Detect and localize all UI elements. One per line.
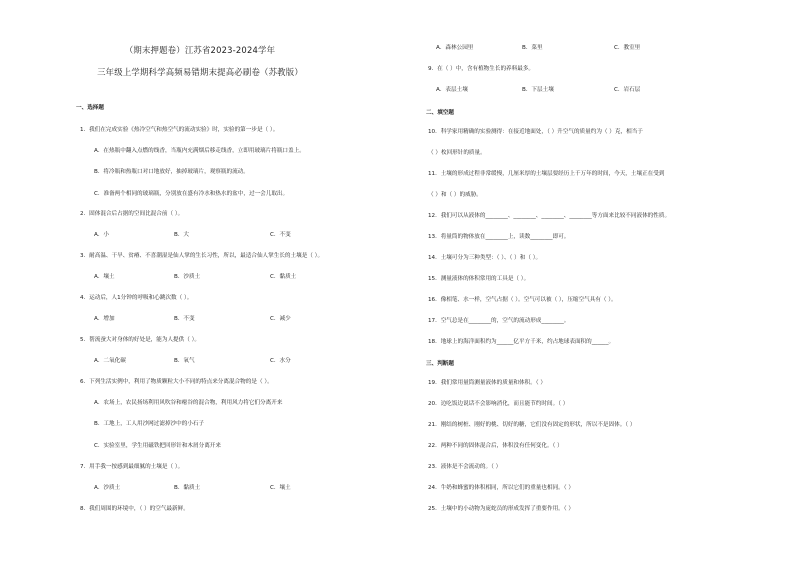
- option-c: C．黏质土: [270, 274, 297, 280]
- section-choice-heading: 一、选择题: [76, 105, 104, 111]
- question-13: 13．将量筒的物体放在________上，读数________即可。: [428, 234, 570, 240]
- question-24: 24．牛奶和蜂蜜的体积相同，所以它们的重量也相同。（ ）: [428, 485, 574, 491]
- question-12: 12．我们可以从液体的________、________、________、________等方面来比较不同液体的性质。: [428, 213, 671, 219]
- question-11: 11．土壤的形成过程非常缓慢，几厘米厚的土壤层要经历上千万年的时间，今天，土壤正在受到: [428, 171, 665, 177]
- option-c: C．减少: [270, 316, 291, 322]
- question-6-option-a: A．农场上，农民扬场利用风吹谷和瘪谷的混合物，利用风力将它们分离开来: [94, 400, 283, 406]
- option-c: C．岩石层: [614, 87, 641, 93]
- question-8: 8．我们周围的环境中，（ ）的空气最新鲜。: [80, 506, 189, 512]
- option-a: A．小: [94, 232, 110, 238]
- option-c: C．教室里: [614, 45, 641, 51]
- option-b: B．沙质土: [174, 274, 201, 280]
- option-a: A．二氧化碳: [94, 358, 126, 364]
- exam-title-line2: 三年级上学期科学高频易错期末提高必刷卷（苏教版）: [97, 67, 303, 77]
- question-6: 6．下列生活实例中，利用了物质颗粒大小不同的特点来分离混合物的是（ ）。: [80, 379, 273, 385]
- question-5: 5．帮流蚕大对身体的好处是，能为人提供（ ）。: [80, 337, 201, 343]
- option-c: C．不变: [270, 232, 291, 238]
- question-18: 18．地球上的海洋面积约为______亿平方千米，约占地球表面积的______。: [428, 339, 615, 345]
- option-b: B．菜里: [522, 45, 543, 51]
- question-1: 1．我们在完成实验《热冷空气和热空气的流动实验》时，实验的第一步是（ ）。: [80, 127, 279, 133]
- question-1-option-a: A．在热瓶中翻入点燃的线香，当瓶内充满烟后移走线香，立即用玻璃片将瓶口盖上。: [94, 148, 305, 154]
- question-1-option-c: C．准备两个相同的玻璃瓶，分别放在盛有冷水和热水的盆中，过一会儿取出。: [94, 191, 289, 197]
- question-16: 16．像相笔、水一样，空气占据（ ）。空气可以被（ ），压缩空气具有（ ）。: [428, 297, 617, 303]
- section-judge-heading: 三、判断题: [426, 361, 454, 367]
- question-10-continued: （ ）枚回形针的质量。: [428, 150, 486, 156]
- option-b: B．大: [174, 232, 190, 238]
- option-a: A．增加: [94, 316, 115, 322]
- option-b: B．下层土壤: [522, 87, 554, 93]
- question-6-option-c: C．实验室里，学生用磁铁把回形针和木屑分离开来: [94, 443, 221, 449]
- question-15: 15．测量液体的体积常用的工具是（ ）。: [428, 276, 530, 282]
- section-fill-heading: 二、填空题: [426, 110, 454, 116]
- question-19: 19．我们常用量筒测量液体的质量和体积。（ ）: [428, 380, 546, 386]
- question-25: 25．土壤中的小动物为庞蛇员的形成发挥了重要作用。（ ）: [428, 506, 574, 512]
- question-10: 10．科学家用精确的实验测得：在接近地面处，（ ）升空气的质量约为（ ）克，相当于: [428, 129, 643, 135]
- option-b: B．黏质土: [174, 485, 201, 491]
- option-b: B．氧气: [174, 358, 195, 364]
- question-11-continued: （ ）和（ ）的威胁。: [428, 192, 482, 198]
- question-7: 7．用手我一按感到最细腻的土壤是（ ）。: [80, 464, 184, 470]
- option-a: A．壤土: [94, 274, 115, 280]
- question-9: 9．在（ ）中，含有植物生长的养料最多。: [428, 66, 535, 72]
- question-6-option-b: B．工地上，工人用沙网过滤掉沙中的小石子: [94, 421, 205, 427]
- question-17: 17．空气总是在________的，空气的流动形成________。: [428, 318, 570, 324]
- question-4: 4．运动后，人1分钟的呼吸和心跳次数（ ）。: [80, 295, 193, 301]
- question-21: 21．刚结的树桩、刚好的桃、切好的糖，它们没有固定的形状，所以不是固体。（ ）: [428, 422, 636, 428]
- question-22: 22．两种不同的固体混合后，体积没有任何变化。（ ）: [428, 443, 563, 449]
- option-c: C．水分: [270, 358, 291, 364]
- option-a: A．森林公园里: [436, 45, 474, 51]
- option-a: A．沙质土: [94, 485, 121, 491]
- option-a: A．表层土壤: [436, 87, 468, 93]
- question-23: 23．液体是不会流动的。（ ）: [428, 464, 502, 470]
- question-14: 14．土壤可分为三种类型：（ ）、（ ）和（ ）。: [428, 255, 542, 261]
- question-2: 2．固体混合后占据的空间比混合前（ ）。: [80, 211, 184, 217]
- exam-title-line1: （期末押题卷）江苏省2023-2024学年: [124, 45, 276, 55]
- question-20: 20．边吃饭边说话不会影响消化，而且能节约时间。（ ）: [428, 401, 569, 407]
- question-1-option-b: B．将冷瓶和热瓶口对口地放好，抽掉玻璃片，观察瓶的流动。: [94, 169, 249, 175]
- option-b: B．不变: [174, 316, 195, 322]
- question-3: 3．耐高温、干旱、贫瘠、不喜潮湿是仙人掌的生长习性，所以，最适合仙人掌生长的土壤是（ ）。: [80, 253, 324, 259]
- option-c: C．壤土: [270, 485, 291, 491]
